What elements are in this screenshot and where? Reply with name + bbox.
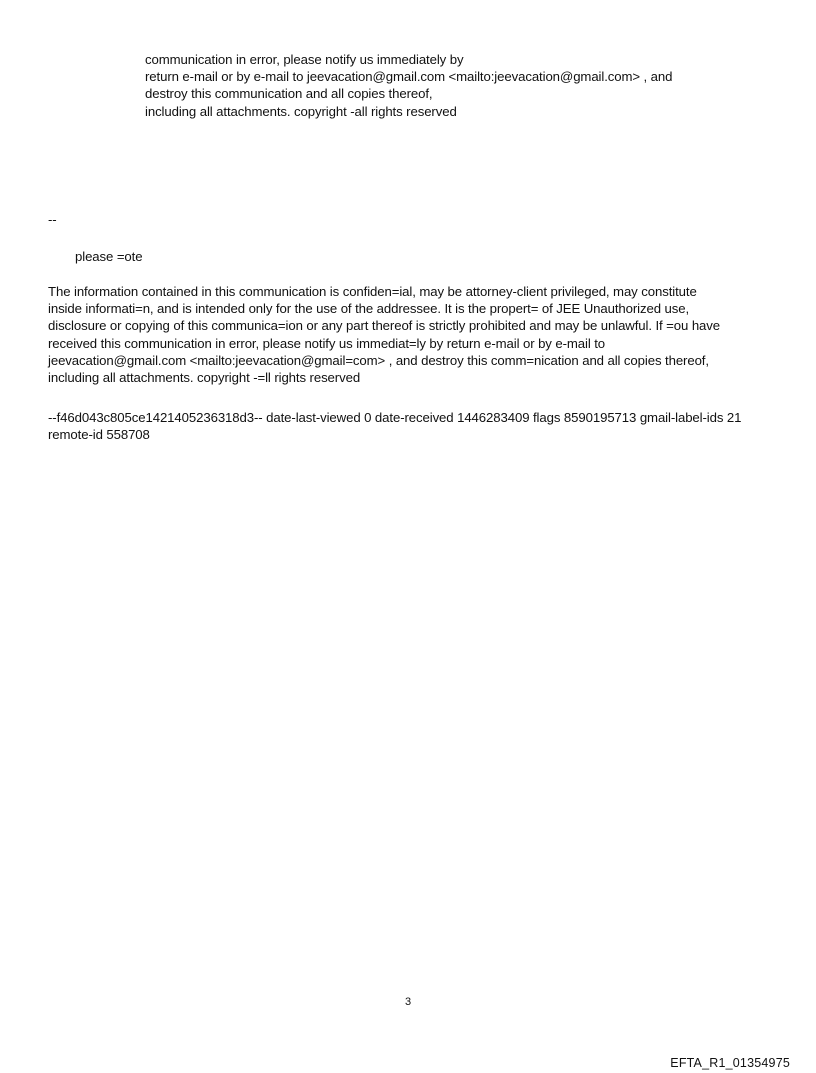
quoted-line: destroy this communication and all copies thereof, bbox=[145, 86, 433, 102]
metadata-line: remote-id 558708 bbox=[48, 427, 150, 443]
email-metadata bbox=[48, 409, 788, 443]
page-number: 3 bbox=[404, 996, 412, 1008]
metadata-line: --f46d043c805ce1421405236318d3-- date-last-viewed 0 date-received 1446283409 flags 8590195713 gmail-label-ids 21 bbox=[48, 410, 742, 425]
quoted-line: including all attachments. copyright -all rights reserved bbox=[145, 103, 457, 119]
notice-line: The information contained in this communication is confiden=ial, may be attorney-client privileged, may constitute bbox=[48, 284, 697, 299]
quoted-disclaimer-block bbox=[145, 51, 785, 120]
notice-line: inside informati=n, and is intended only for the use of the addressee. It is the propert= of JEE Unauthorized use, bbox=[48, 301, 690, 317]
confidentiality-notice bbox=[48, 283, 788, 386]
notice-line: including all attachments. copyright -=ll rights reserved bbox=[48, 370, 361, 386]
notice-line: jeevacation@gmail.com <mailto:jeevacation@gmail=com> , and destroy this comm=nication and all copies thereof, bbox=[48, 352, 709, 368]
document-id-footer: EFTA_R1_01354975 bbox=[670, 1056, 790, 1070]
quoted-line: communication in error, please notify us immediately by bbox=[145, 52, 464, 67]
quoted-line: return e-mail or by e-mail to jeevacation@gmail.com <mailto:jeevacation@gmail.com> , and bbox=[145, 69, 673, 85]
notice-line: disclosure or copying of this communica=ion or any part thereof is strictly prohibited and may be unlawful. If =ou have bbox=[48, 318, 721, 334]
notice-line: received this communication in error, please notify us immediat=ly by return e-mail or by e-mail to bbox=[48, 335, 606, 351]
please-note-heading: please =ote bbox=[75, 249, 143, 264]
signature-separator: -- bbox=[48, 212, 57, 227]
